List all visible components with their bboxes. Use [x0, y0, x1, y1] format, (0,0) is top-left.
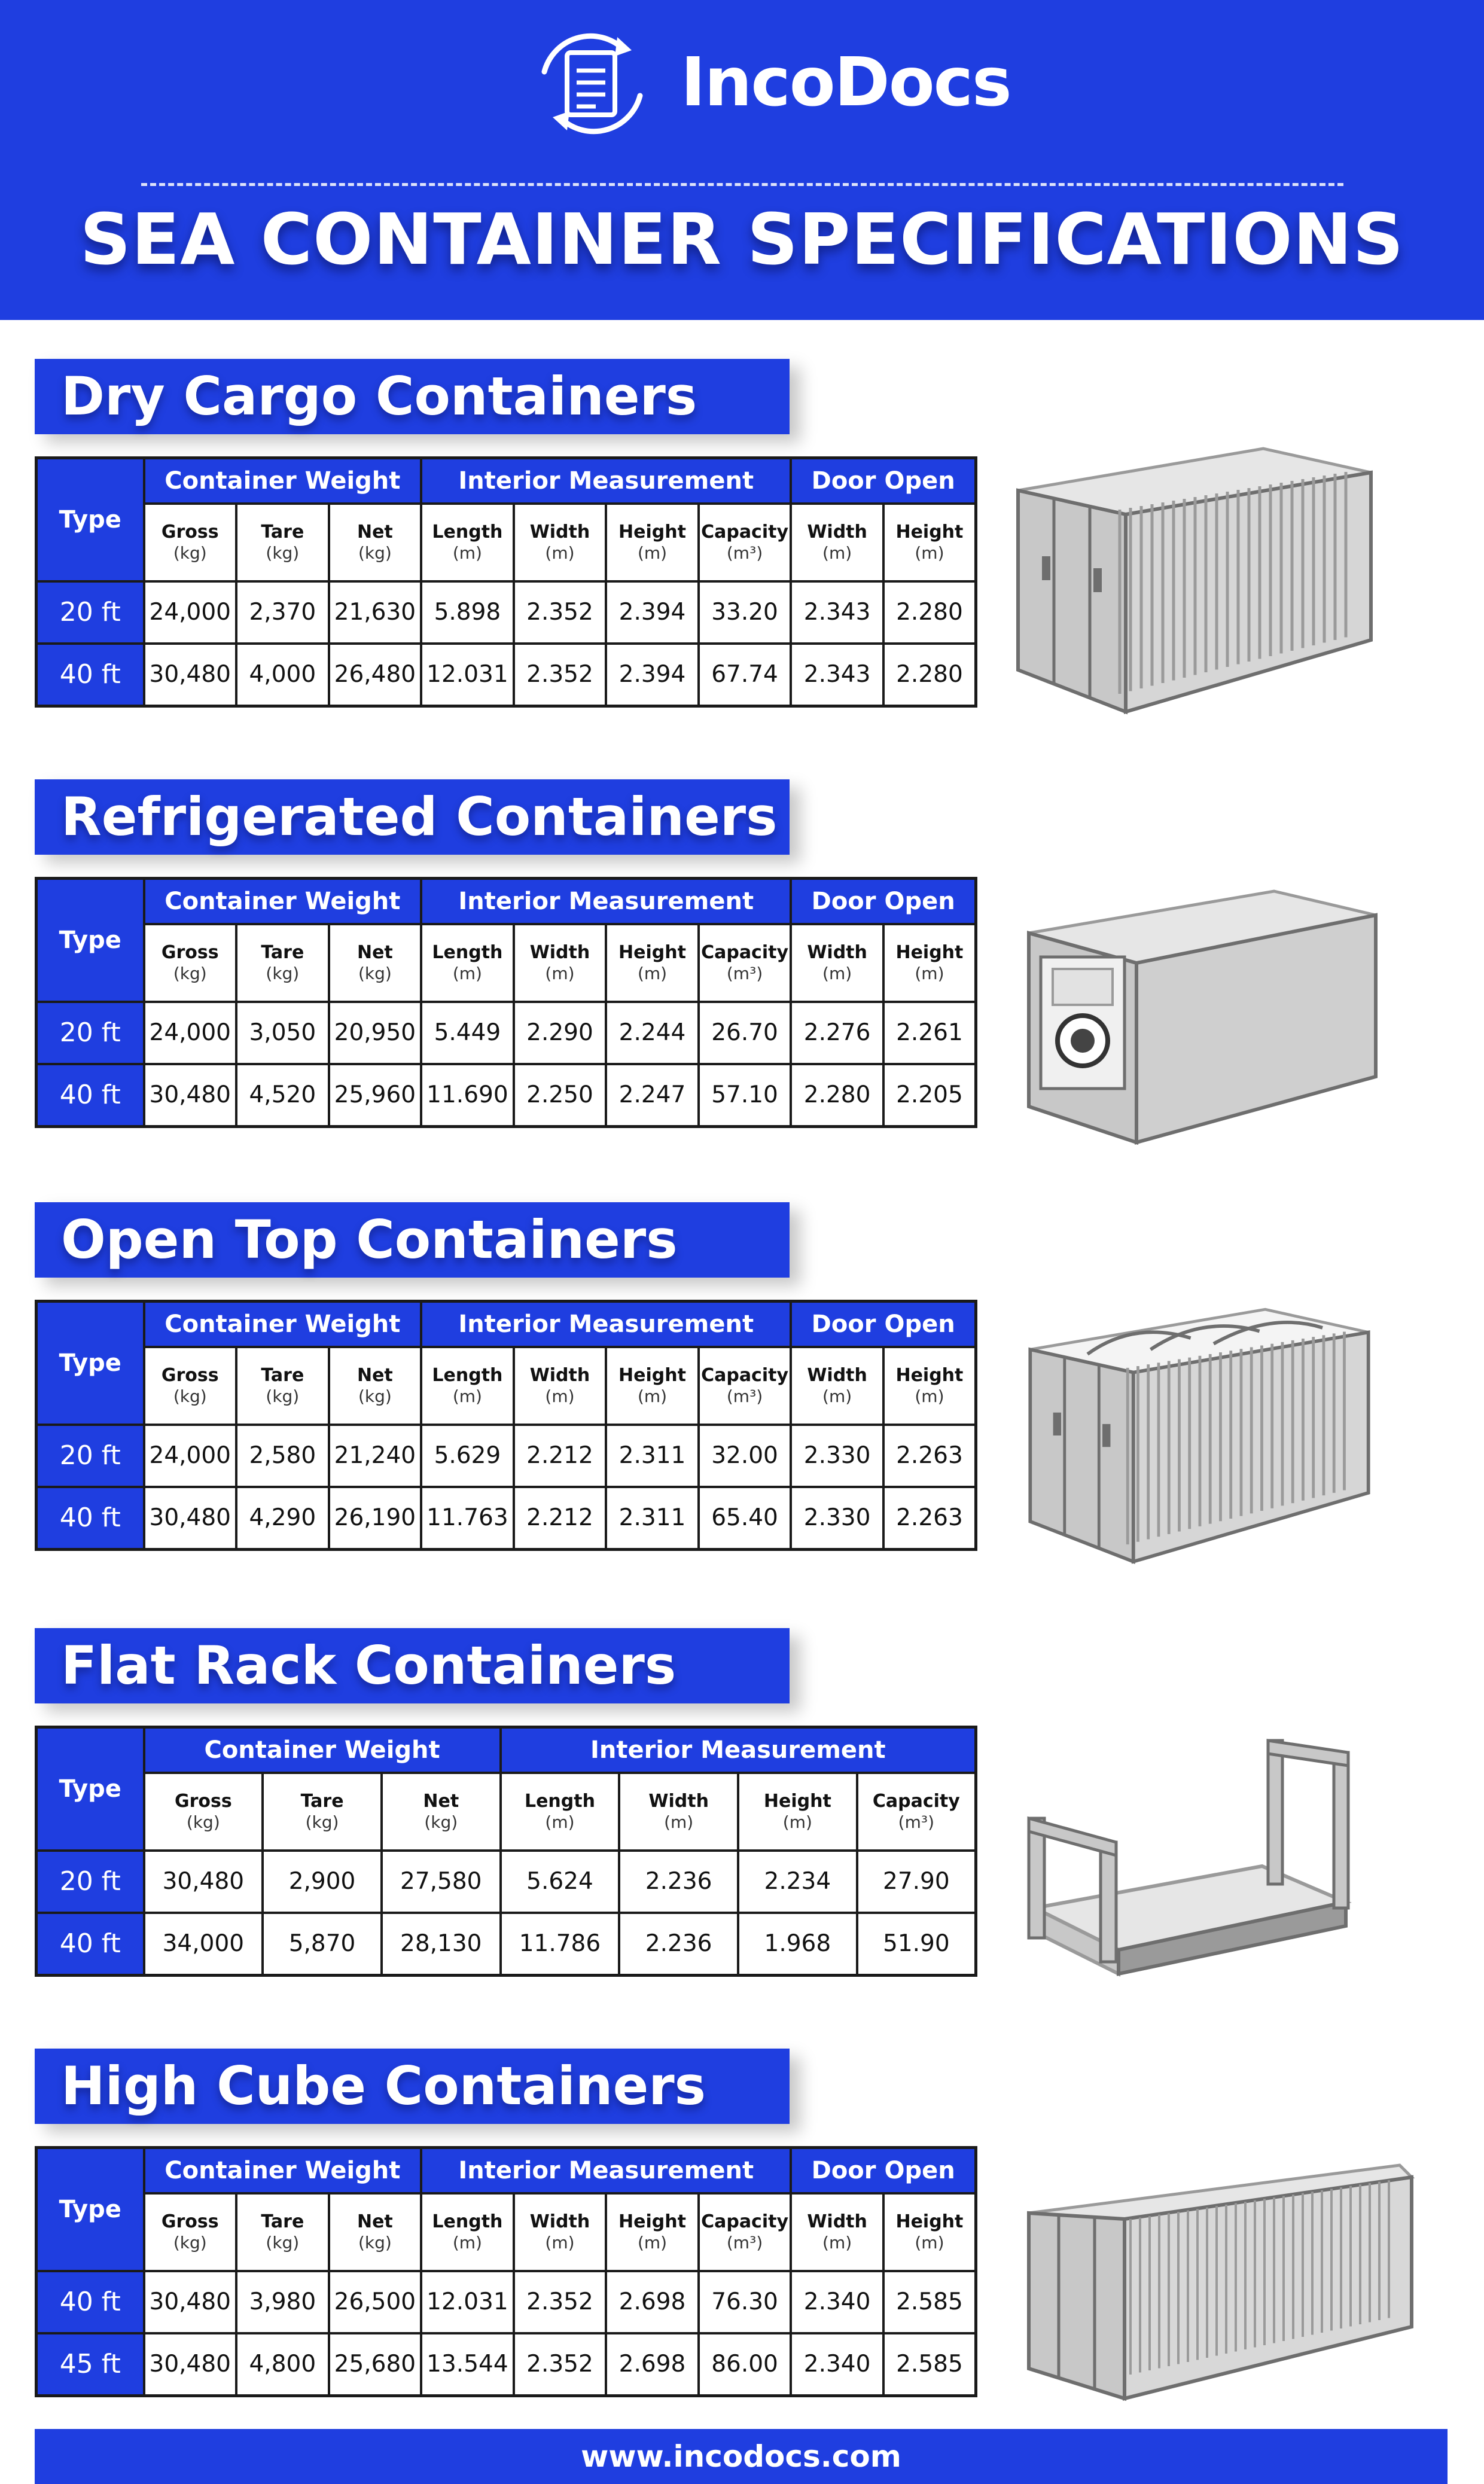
row-type: 20 ft: [36, 581, 144, 644]
row-type: 40 ft: [36, 2271, 144, 2333]
table-cell: 21,630: [329, 581, 422, 644]
row-type: 40 ft: [36, 1913, 144, 1976]
door-open-header: Door Open: [791, 1302, 976, 1347]
column-header-net: Net (kg): [382, 1773, 501, 1851]
table-cell: 5.624: [501, 1851, 620, 1913]
brand-name: IncoDocs: [681, 44, 1011, 121]
table-cell: 67.74: [699, 644, 791, 706]
flat-rack-container-icon: [1011, 1729, 1370, 2004]
table-row: [36, 1425, 976, 1487]
table-cell: 26,480: [329, 644, 422, 706]
column-header-capacity: Capacity (m³): [857, 1773, 976, 1851]
door-open-header: Door Open: [791, 2148, 976, 2193]
column-header-tare: Tare (kg): [236, 1347, 329, 1425]
table-cell: 30,480: [144, 2333, 237, 2396]
table-cell: 32.00: [699, 1425, 791, 1487]
column-header-capacity: Capacity (m³): [699, 2193, 791, 2271]
table-cell: 2.236: [619, 1913, 738, 1976]
row-type: 40 ft: [36, 1064, 144, 1127]
type-header: Type: [36, 2148, 144, 2271]
column-header-width: Width (m): [514, 504, 607, 581]
table-cell: 2.247: [606, 1064, 699, 1127]
column-header-net: Net (kg): [329, 2193, 422, 2271]
container-weight-header: Container Weight: [144, 458, 422, 504]
column-header-length: Length (m): [421, 924, 514, 1002]
interior-measurement-header: Interior Measurement: [501, 1727, 976, 1773]
table-cell: 11.763: [421, 1487, 514, 1550]
table-cell: 13.544: [421, 2333, 514, 2396]
section-title-banner: [35, 2049, 790, 2124]
table-cell: 2.280: [883, 644, 976, 706]
table-cell: 33.20: [699, 581, 791, 644]
table-cell: 2.585: [883, 2271, 976, 2333]
table-cell: 2.352: [514, 581, 607, 644]
table-row: [36, 644, 976, 706]
section-title-banner: [35, 1202, 790, 1278]
column-header-height: Height (m): [883, 2193, 976, 2271]
table-cell: 11.690: [421, 1064, 514, 1127]
table-cell: 2.340: [791, 2333, 883, 2396]
table-cell: 3,980: [236, 2271, 329, 2333]
table-cell: 30,480: [144, 1851, 263, 1913]
document-cycle-icon: [526, 24, 658, 144]
table-cell: 26.70: [699, 1002, 791, 1064]
table-cell: 2.394: [606, 581, 699, 644]
table-cell: 27,580: [382, 1851, 501, 1913]
table-cell: 4,520: [236, 1064, 329, 1127]
section-title-banner: [35, 1628, 790, 1703]
table-cell: 2.205: [883, 1064, 976, 1127]
table-cell: 2.212: [514, 1487, 607, 1550]
table-cell: 2.263: [883, 1487, 976, 1550]
table-cell: 5.449: [421, 1002, 514, 1064]
page-header: [0, 0, 1484, 320]
table-cell: 30,480: [144, 1487, 237, 1550]
table-cell: 30,480: [144, 1064, 237, 1127]
interior-measurement-header: Interior Measurement: [421, 879, 791, 924]
table-cell: 2.343: [791, 644, 883, 706]
table-row: [36, 2271, 976, 2333]
interior-measurement-header: Interior Measurement: [421, 2148, 791, 2193]
column-header-gross: Gross (kg): [144, 504, 237, 581]
column-header-net: Net (kg): [329, 504, 422, 581]
table-cell: 5.898: [421, 581, 514, 644]
table-cell: 2.212: [514, 1425, 607, 1487]
table-cell: 2.352: [514, 644, 607, 706]
column-header-tare: Tare (kg): [236, 924, 329, 1002]
column-header-width: Width (m): [514, 924, 607, 1002]
table-cell: 2.352: [514, 2333, 607, 2396]
table-cell: 2.394: [606, 644, 699, 706]
table-cell: 4,800: [236, 2333, 329, 2396]
column-header-capacity: Capacity (m³): [699, 924, 791, 1002]
table-cell: 30,480: [144, 644, 237, 706]
column-header-width: Width (m): [791, 2193, 883, 2271]
table-cell: 2,900: [263, 1851, 382, 1913]
column-header-tare: Tare (kg): [236, 2193, 329, 2271]
table-cell: 2.234: [738, 1851, 857, 1913]
table-cell: 25,960: [329, 1064, 422, 1127]
column-header-height: Height (m): [606, 924, 699, 1002]
table-row: [36, 581, 976, 644]
high-cube-container-icon: [1017, 2153, 1424, 2410]
table-cell: 20,950: [329, 1002, 422, 1064]
open-top-container-icon: [1011, 1298, 1388, 1573]
table-cell: 25,680: [329, 2333, 422, 2396]
table-cell: 2.261: [883, 1002, 976, 1064]
interior-measurement-header: Interior Measurement: [421, 458, 791, 504]
table-cell: 21,240: [329, 1425, 422, 1487]
table-cell: 27.90: [857, 1851, 976, 1913]
table-cell: 2.330: [791, 1425, 883, 1487]
column-header-width: Width (m): [514, 1347, 607, 1425]
container-weight-header: Container Weight: [144, 1727, 501, 1773]
page-title: SEA CONTAINER SPECIFICATIONS: [80, 198, 1404, 281]
column-header-height: Height (m): [606, 2193, 699, 2271]
container-weight-header: Container Weight: [144, 1302, 422, 1347]
table-cell: 30,480: [144, 2271, 237, 2333]
table-cell: 12.031: [421, 644, 514, 706]
table-cell: 2,370: [236, 581, 329, 644]
section-title: Refrigerated Containers: [61, 786, 778, 848]
row-type: 20 ft: [36, 1425, 144, 1487]
table-cell: 2.250: [514, 1064, 607, 1127]
table-cell: 2.263: [883, 1425, 976, 1487]
column-header-width: Width (m): [791, 924, 883, 1002]
table-cell: 57.10: [699, 1064, 791, 1127]
interior-measurement-header: Interior Measurement: [421, 1302, 791, 1347]
dry-cargo-container-icon: [1000, 437, 1389, 724]
door-open-header: Door Open: [791, 879, 976, 924]
spec-table: [35, 877, 977, 1128]
section-title: Open Top Containers: [61, 1209, 678, 1270]
column-header-net: Net (kg): [329, 1347, 422, 1425]
column-header-gross: Gross (kg): [144, 1347, 237, 1425]
table-cell: 2.236: [619, 1851, 738, 1913]
table-cell: 2.698: [606, 2271, 699, 2333]
spec-table: [35, 456, 977, 708]
type-header: Type: [36, 879, 144, 1002]
table-cell: 5,870: [263, 1913, 382, 1976]
table-cell: 65.40: [699, 1487, 791, 1550]
column-header-width: Width (m): [514, 2193, 607, 2271]
table-cell: 4,000: [236, 644, 329, 706]
header-divider: [141, 183, 1343, 186]
row-type: 45 ft: [36, 2333, 144, 2396]
column-header-capacity: Capacity (m³): [699, 504, 791, 581]
section-title: High Cube Containers: [61, 2055, 706, 2117]
column-header-gross: Gross (kg): [144, 2193, 237, 2271]
row-type: 20 ft: [36, 1851, 144, 1913]
table-row: [36, 1851, 976, 1913]
column-header-length: Length (m): [421, 504, 514, 581]
table-cell: 5.629: [421, 1425, 514, 1487]
column-header-width: Width (m): [619, 1773, 738, 1851]
table-cell: 2.311: [606, 1425, 699, 1487]
type-header: Type: [36, 1302, 144, 1425]
table-cell: 26,190: [329, 1487, 422, 1550]
section-title-banner: [35, 359, 790, 434]
table-cell: 2.276: [791, 1002, 883, 1064]
column-header-tare: Tare (kg): [236, 504, 329, 581]
table-cell: 2.244: [606, 1002, 699, 1064]
door-open-header: Door Open: [791, 458, 976, 504]
table-cell: 2.352: [514, 2271, 607, 2333]
table-cell: 1.968: [738, 1913, 857, 1976]
table-cell: 2,580: [236, 1425, 329, 1487]
table-cell: 2.585: [883, 2333, 976, 2396]
container-weight-header: Container Weight: [144, 879, 422, 924]
section-title: Flat Rack Containers: [61, 1635, 677, 1696]
table-cell: 34,000: [144, 1913, 263, 1976]
column-header-width: Width (m): [791, 1347, 883, 1425]
table-row: [36, 1487, 976, 1550]
row-type: 40 ft: [36, 644, 144, 706]
table-cell: 4,290: [236, 1487, 329, 1550]
table-cell: 2.343: [791, 581, 883, 644]
table-row: [36, 2333, 976, 2396]
section-title-banner: [35, 779, 790, 855]
column-header-width: Width (m): [791, 504, 883, 581]
table-cell: 3,050: [236, 1002, 329, 1064]
section-title: Dry Cargo Containers: [61, 365, 697, 427]
table-cell: 2.698: [606, 2333, 699, 2396]
column-header-length: Length (m): [421, 1347, 514, 1425]
table-cell: 2.280: [791, 1064, 883, 1127]
container-weight-header: Container Weight: [144, 2148, 422, 2193]
type-header: Type: [36, 1727, 144, 1851]
column-header-height: Height (m): [883, 504, 976, 581]
column-header-capacity: Capacity (m³): [699, 1347, 791, 1425]
column-header-length: Length (m): [501, 1773, 620, 1851]
column-header-tare: Tare (kg): [263, 1773, 382, 1851]
table-cell: 86.00: [699, 2333, 791, 2396]
table-cell: 28,130: [382, 1913, 501, 1976]
column-header-net: Net (kg): [329, 924, 422, 1002]
type-header: Type: [36, 458, 144, 581]
column-header-length: Length (m): [421, 2193, 514, 2271]
spec-table: [35, 1726, 977, 1977]
table-cell: 2.290: [514, 1002, 607, 1064]
column-header-height: Height (m): [883, 1347, 976, 1425]
table-cell: 51.90: [857, 1913, 976, 1976]
table-cell: 2.330: [791, 1487, 883, 1550]
table-row: [36, 1064, 976, 1127]
table-cell: 26,500: [329, 2271, 422, 2333]
spec-table: [35, 1300, 977, 1551]
table-cell: 24,000: [144, 581, 237, 644]
table-cell: 2.340: [791, 2271, 883, 2333]
table-cell: 12.031: [421, 2271, 514, 2333]
table-cell: 24,000: [144, 1002, 237, 1064]
table-cell: 2.311: [606, 1487, 699, 1550]
column-header-height: Height (m): [738, 1773, 857, 1851]
column-header-gross: Gross (kg): [144, 1773, 263, 1851]
column-header-gross: Gross (kg): [144, 924, 237, 1002]
table-row: [36, 1002, 976, 1064]
row-type: 20 ft: [36, 1002, 144, 1064]
column-header-height: Height (m): [606, 1347, 699, 1425]
table-cell: 76.30: [699, 2271, 791, 2333]
table-row: [36, 1913, 976, 1976]
spec-table: [35, 2146, 977, 2397]
table-cell: 2.280: [883, 581, 976, 644]
footer-url-link[interactable]: www.incodocs.com: [35, 2429, 1448, 2484]
column-header-height: Height (m): [883, 924, 976, 1002]
table-cell: 24,000: [144, 1425, 237, 1487]
row-type: 40 ft: [36, 1487, 144, 1550]
refrigerated-container-icon: [1017, 879, 1388, 1154]
table-cell: 11.786: [501, 1913, 620, 1976]
column-header-height: Height (m): [606, 504, 699, 581]
